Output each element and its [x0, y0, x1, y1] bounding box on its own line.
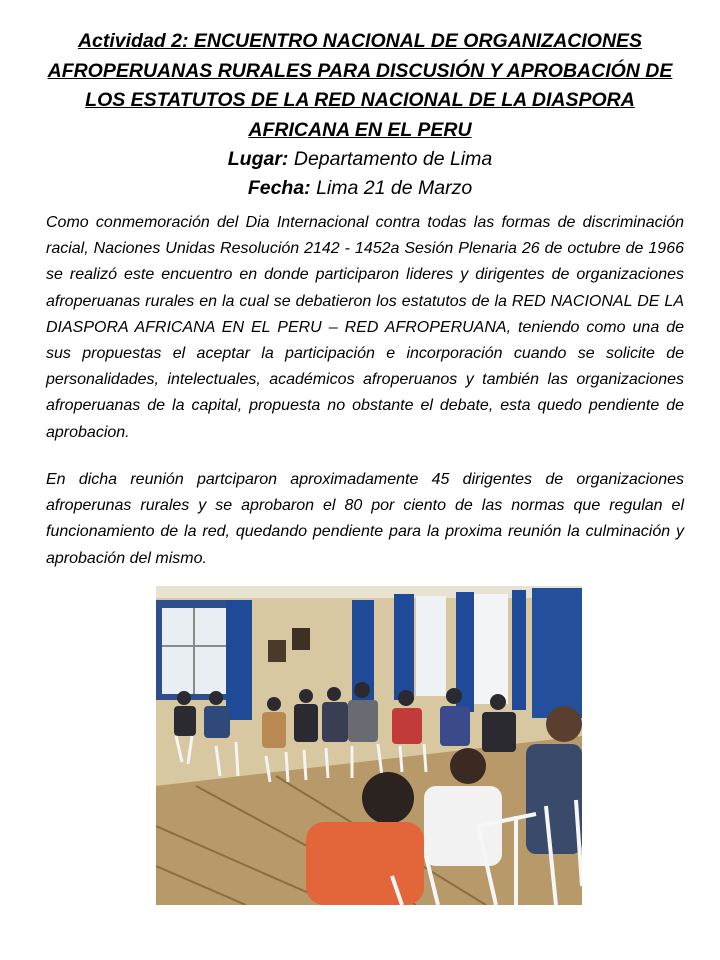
page-title — [40, 27, 680, 145]
place-label: Lugar: — [227, 148, 289, 170]
date-line — [0, 174, 720, 203]
place-value: Departamento de Lima — [288, 148, 493, 170]
meeting-photo-illustration — [156, 586, 582, 905]
paragraph-1: Como conmemoración del Dia Internacional contra todas las formas de discriminación racial, Naciones Unidas Resolución 2142 - 1452a Sesión Plenaria 26 de octubre de 1966 se realizó este encuentro en donde participaron lideres y dirigentes de organizaciones afroperuanas rurales en la cual se debatieron los estatutos de la RED NACIONAL DE LA DIASPORA AFRICANA EN EL PERU – RED AFROPERUANA, teniendo como una de sus propuestas el aceptar la participación e incorporación cuando se solicite de personalidades, intelectuales, académicos afroperuanos y también las organizaciones afroperuanas de la capital, propuesta no obstante el debate, esta quedo pendiente de aprobacion. — [46, 214, 684, 441]
place-line — [0, 145, 720, 174]
paragraph-2: En dicha reunión partciparon aproximadamente 45 dirigentes de organizaciones afroperunas rurales y se aprobaron el 80 por ciento de las normas que regulan el funcionamiento de la red, quedando pendiente para la proxima reunión la culminación y aprobación del mismo. — [46, 471, 684, 567]
meeting-photo — [156, 586, 582, 905]
date-label: Fecha: — [247, 177, 311, 199]
document-header — [0, 27, 720, 203]
date-value: Lima 21 de Marzo — [310, 177, 473, 199]
activity-title: ENCUENTRO NACIONAL DE ORGANIZACIONES AFROPERUANAS RURALES PARA DISCUSIÓN Y APROBACIÓN DE LOS ESTATUTOS DE LA RED NACIONAL DE LA DIASPORA AFRICANA EN EL PERU — [47, 30, 673, 141]
activity-label: Actividad 2: — [77, 30, 194, 52]
